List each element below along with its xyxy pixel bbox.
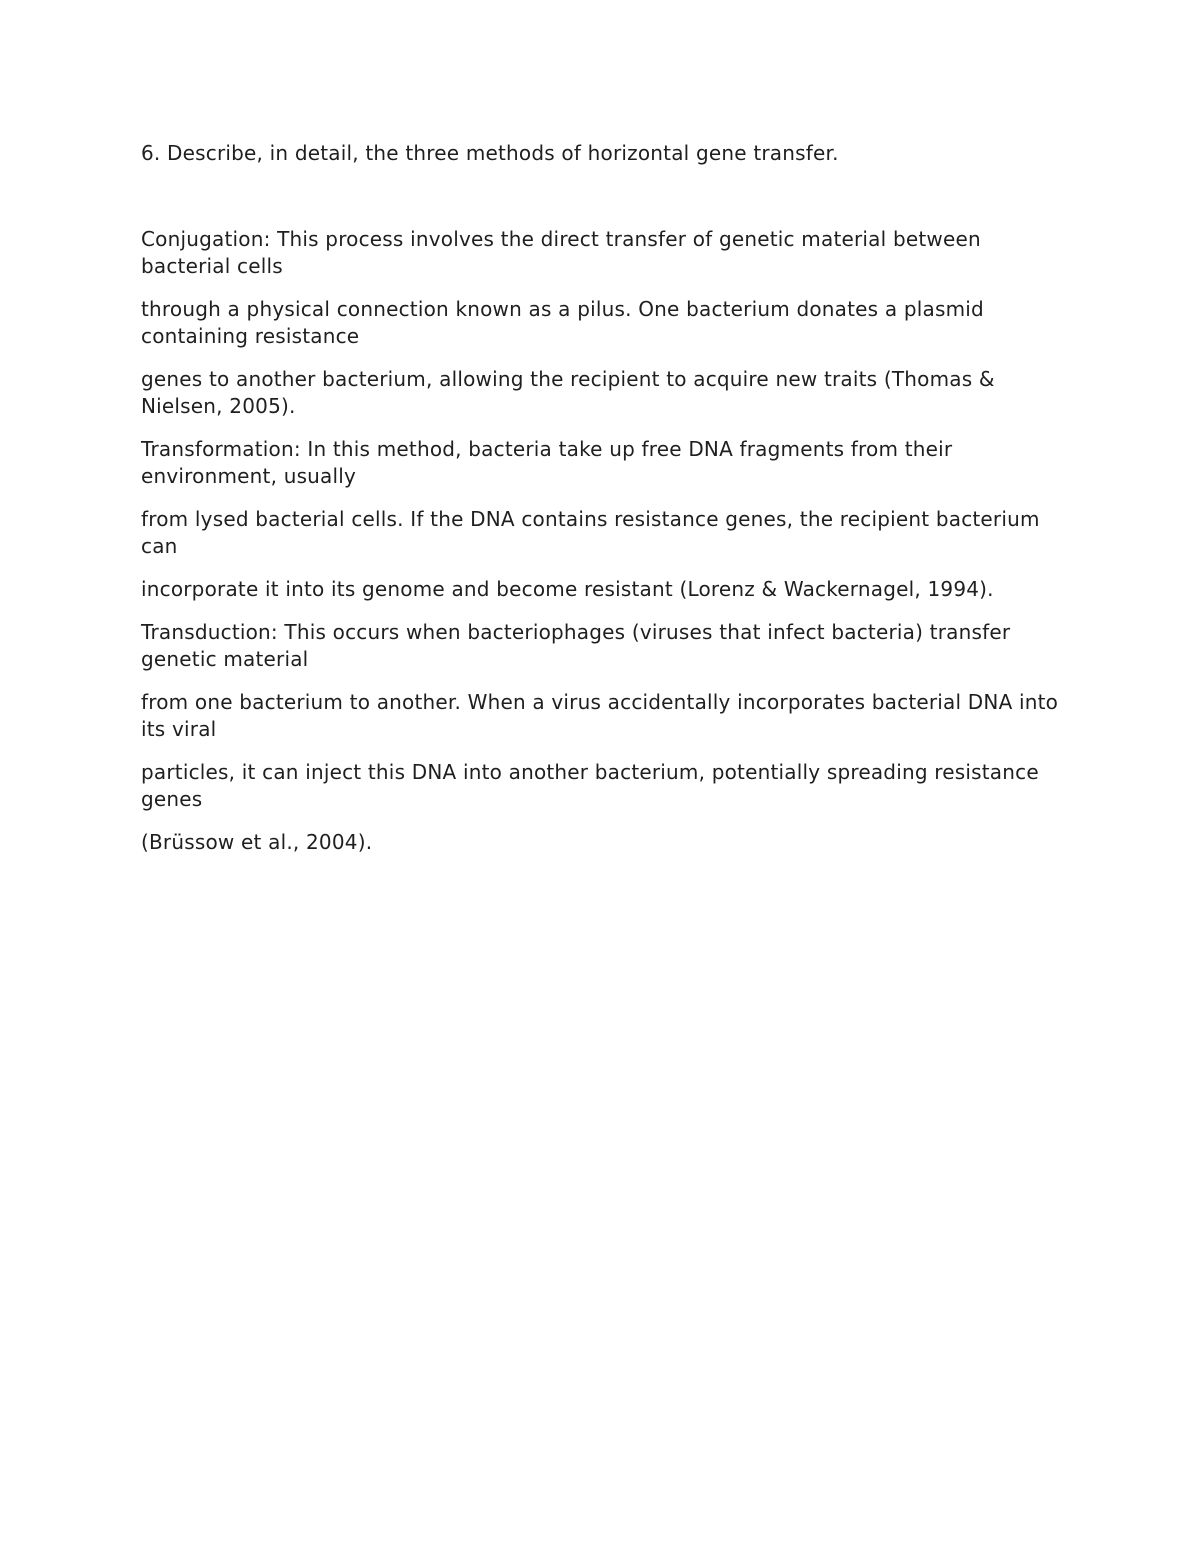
paragraph-transformation-3: incorporate it into its genome and become resistant (Lorenz & Wackernagel, 1994). (141, 577, 994, 601)
document-body (141, 140, 1061, 872)
paragraph-conjugation-1: Conjugation: This process involves the direct transfer of genetic material between bacterial cells (141, 227, 981, 278)
paragraph-transduction-1: Transduction: This occurs when bacteriophages (viruses that infect bacteria) transfer genetic material (141, 620, 1011, 671)
paragraph-transduction-2: from one bacterium to another. When a virus accidentally incorporates bacterial DNA into its viral (141, 690, 1059, 741)
paragraph-transformation-2: from lysed bacterial cells. If the DNA contains resistance genes, the recipient bacterium can (141, 507, 1040, 558)
paragraph-conjugation-3: genes to another bacterium, allowing the recipient to acquire new traits (Thomas & Nielsen, 2005). (141, 367, 995, 418)
paragraph-conjugation-2: through a physical connection known as a pilus. One bacterium donates a plasmid containing resistance (141, 297, 984, 348)
question-heading: 6. Describe, in detail, the three methods of horizontal gene transfer. (141, 141, 839, 165)
paragraph-transformation-1: Transformation: In this method, bacteria take up free DNA fragments from their environment, usually (141, 437, 953, 488)
paragraph-transduction-3: particles, it can inject this DNA into another bacterium, potentially spreading resistance genes (141, 760, 1039, 811)
paragraph-transduction-citation: (Brüssow et al., 2004). (141, 830, 373, 854)
